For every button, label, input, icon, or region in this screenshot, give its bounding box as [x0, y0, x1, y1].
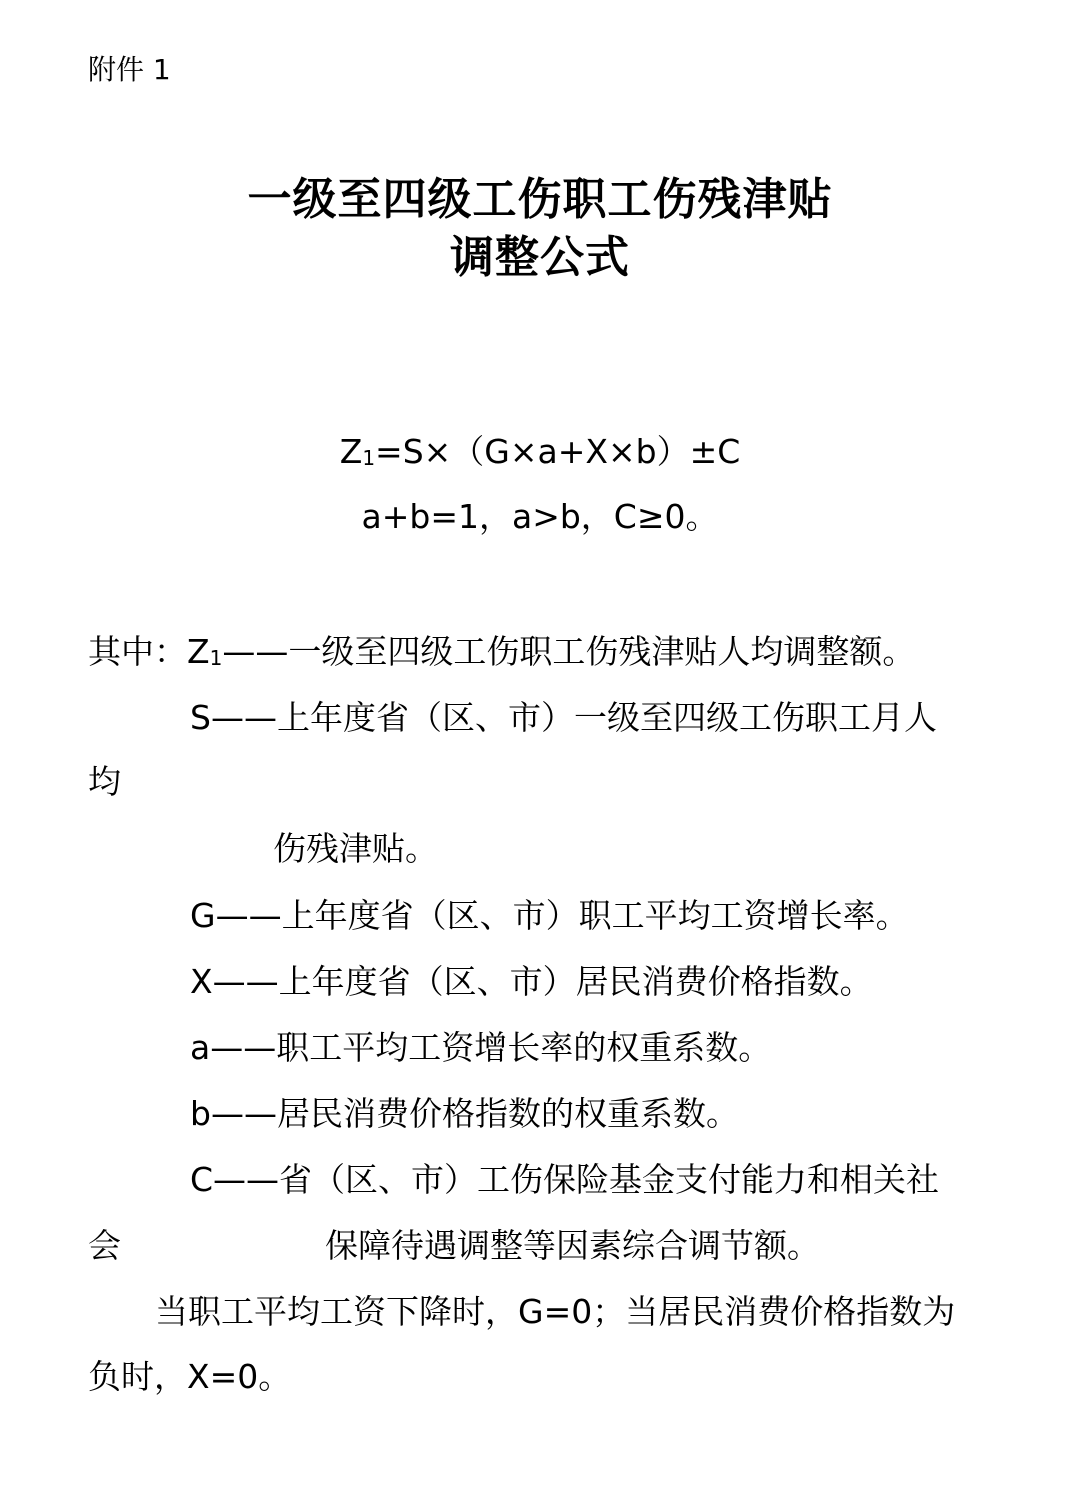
definition-c: C——省（区、市）工伤保险基金支付能力和相关社 [190, 1160, 940, 1199]
formula-constraints: a+b=1，a>b，C≥0。 [361, 497, 719, 536]
note-line-1: 当职工平均工资下降时，G=0；当居民消费价格指数为 [155, 1292, 956, 1331]
document-title-line-2: 调整公式 [450, 232, 630, 283]
attachment-label: 附件 1 [88, 53, 171, 86]
formula-main [0, 432, 1080, 478]
definition-z-subscript: 1 [209, 646, 223, 670]
formula-expression: =S×（G×a+X×b）±C [375, 432, 741, 471]
document-title-line-1: 一级至四级工伤职工伤残津贴 [247, 174, 833, 225]
definition-c-wrap: 会 [88, 1226, 121, 1265]
definition-z-text: ——一级至四级工伤职工伤残津贴人均调整额。 [222, 632, 916, 671]
definition-z [88, 632, 915, 678]
definition-z-variable: Z [187, 632, 210, 671]
definition-x: X——上年度省（区、市）居民消费价格指数。 [190, 962, 873, 1001]
definition-c-continuation: 保障待遇调整等因素综合调节额。 [325, 1226, 820, 1265]
definition-g: G——上年度省（区、市）职工平均工资增长率。 [190, 896, 909, 935]
definition-b: b——居民消费价格指数的权重系数。 [190, 1094, 739, 1133]
definition-s-continuation: 伤残津贴。 [273, 829, 438, 868]
note-line-2: 负时，X=0。 [88, 1357, 292, 1396]
definition-s: S——上年度省（区、市）一级至四级工伤职工月人 [190, 698, 937, 737]
formula-z-subscript: 1 [362, 446, 376, 470]
definition-s-wrap: 均 [88, 762, 121, 801]
definitions-intro: 其中： [88, 632, 187, 671]
definition-a: a——职工平均工资增长率的权重系数。 [190, 1028, 772, 1067]
formula-z-variable: Z [339, 432, 363, 471]
